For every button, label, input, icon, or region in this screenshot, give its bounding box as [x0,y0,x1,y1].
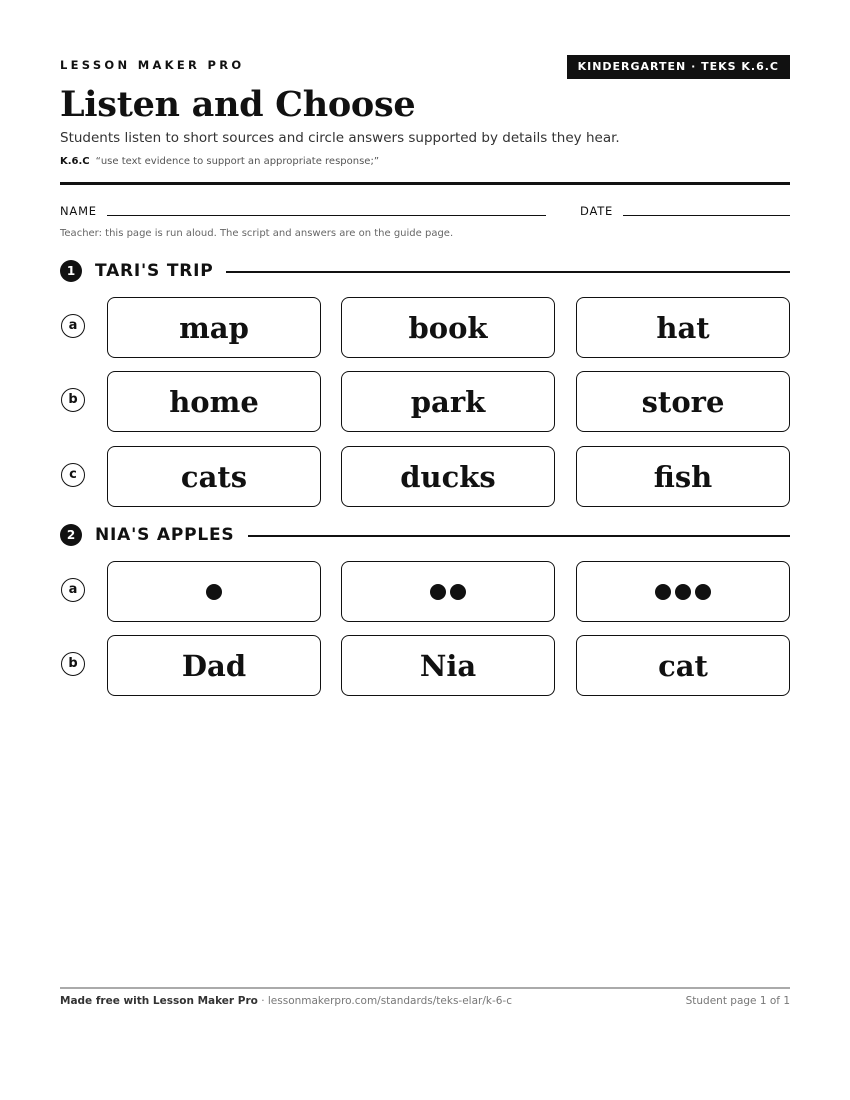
answer-choice[interactable]: Dad [107,635,321,696]
worksheet-page [60,0,790,1100]
answer-choice[interactable]: Nia [341,635,555,696]
teacher-note: Teacher: this page is run aloud. The script and answers are on the guide page. [60,228,454,239]
question-row [60,561,790,623]
section-2-header [60,524,790,548]
question-row [60,297,790,359]
row-letter-badge: a [61,578,85,602]
standard-text: “use text evidence to support an appropriate response;” [95,156,380,167]
dot-mark [430,584,446,600]
dot-mark [695,584,711,600]
dot-group [206,584,222,600]
footer-page-label: Student page 1 of 1 [685,995,790,1007]
dot-count-choice[interactable] [576,561,790,622]
dot-mark [206,584,222,600]
dot-mark [655,584,671,600]
dot-group [430,584,466,600]
row-letter-badge: b [61,388,85,412]
header-divider [60,182,790,185]
dot-count-choice[interactable] [107,561,321,622]
page-subtitle: Students listen to short sources and circle answers supported by details they hear. [60,130,620,146]
dot-mark [450,584,466,600]
section-title: TARI'S TRIP [95,261,214,281]
date-field[interactable] [623,215,790,216]
answer-choice[interactable]: cat [576,635,790,696]
question-row [60,371,790,433]
standard-code: K.6.C [60,156,90,167]
row-letter-badge: b [61,652,85,676]
section-number-badge: 1 [60,260,82,282]
brand-name: LESSON MAKER PRO [60,58,245,72]
footer-divider [60,987,790,989]
section-number-badge: 2 [60,524,82,546]
answer-choice[interactable]: cats [107,446,321,507]
answer-choice[interactable]: book [341,297,555,358]
answer-choice[interactable]: fish [576,446,790,507]
page-title: Listen and Choose [60,84,416,125]
grade-standard-badge: KINDERGARTEN · TEKS K.6.C [567,55,790,79]
dot-count-choice[interactable] [341,561,555,622]
answer-choice[interactable]: home [107,371,321,432]
answer-choice[interactable]: store [576,371,790,432]
dot-group [655,584,711,600]
row-letter-badge: c [61,463,85,487]
answer-choice[interactable]: map [107,297,321,358]
footer-credit [60,995,512,1007]
standard-reference [60,156,379,167]
question-row [60,446,790,508]
footer-made-with: Made free with Lesson Maker Pro [60,995,258,1007]
row-letter-badge: a [61,314,85,338]
footer-url[interactable]: · lessonmakerpro.com/standards/teks-elar/k-6-c [257,995,512,1007]
section-1-header [60,260,790,284]
answer-choice[interactable]: hat [576,297,790,358]
question-row [60,635,790,697]
answer-choice[interactable]: ducks [341,446,555,507]
dot-mark [675,584,691,600]
name-field[interactable] [107,215,546,216]
section-title: NIA'S APPLES [95,525,235,545]
section-rule [248,535,790,537]
answer-choice[interactable]: park [341,371,555,432]
date-label: DATE [580,204,614,218]
name-label: NAME [60,204,97,218]
section-rule [226,271,790,273]
